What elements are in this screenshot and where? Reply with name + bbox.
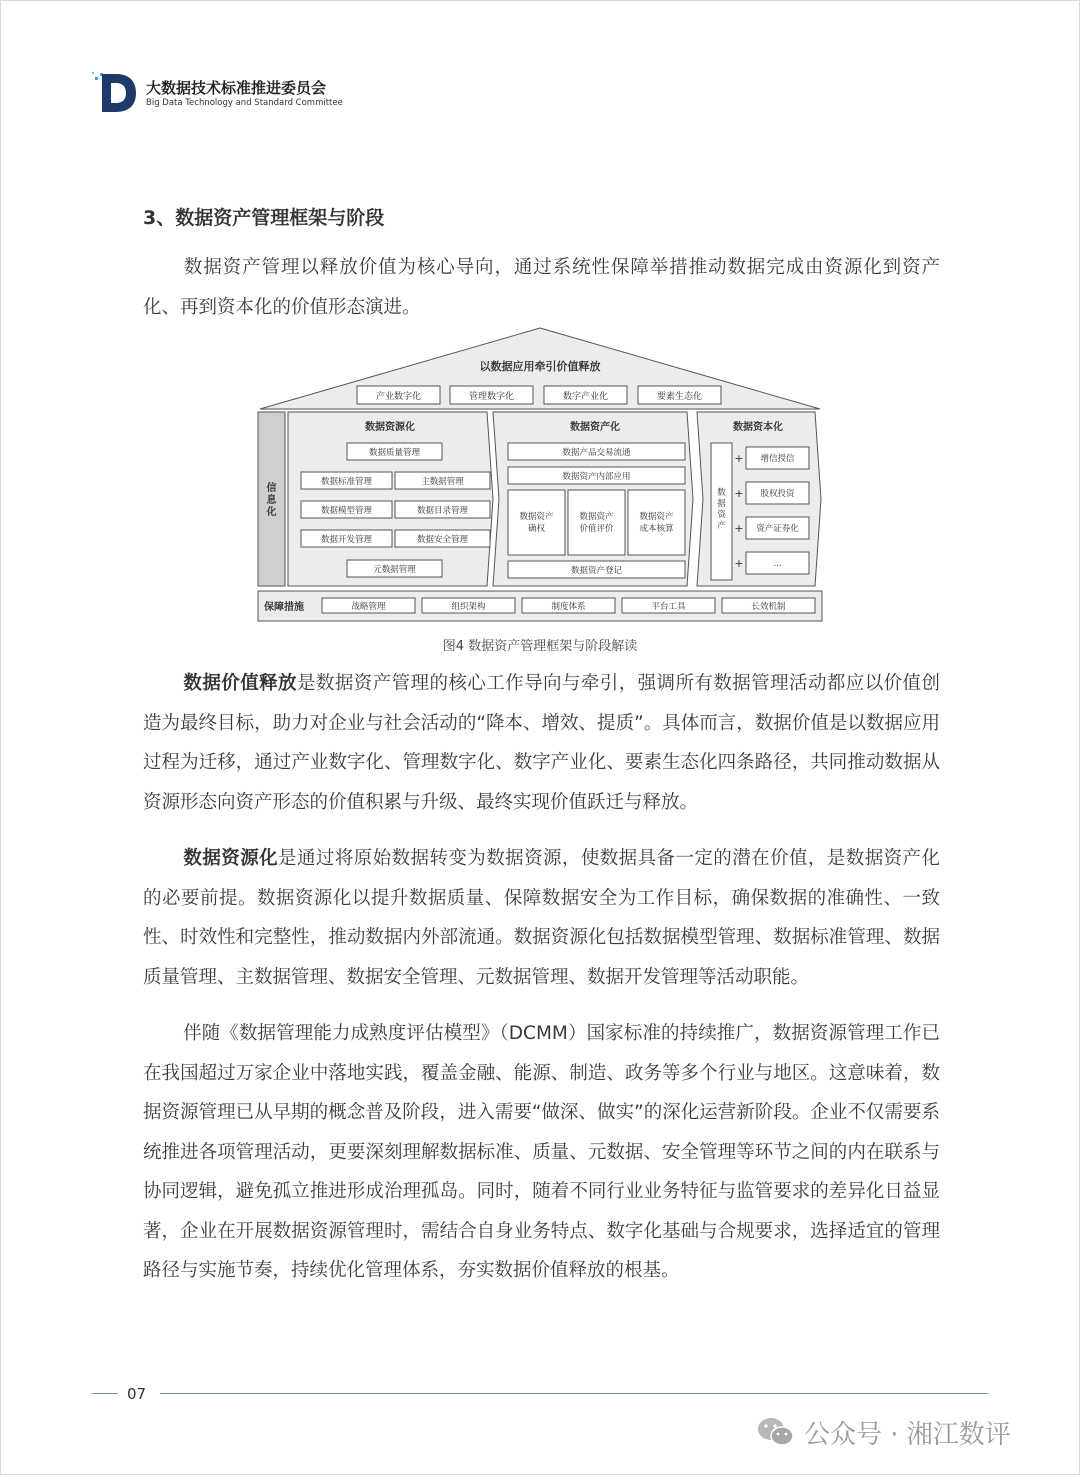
asset-box	[508, 490, 565, 555]
section-title: 3、数据资产管理框架与阶段	[143, 207, 385, 229]
capital-asset-label: 据	[717, 499, 726, 509]
figure-caption: 图4 数据资产管理框架与阶段解读	[442, 639, 638, 654]
resource-item: 数据开发管理	[320, 535, 373, 545]
capital-title: 数据资本化	[733, 422, 783, 433]
asset-item: 价值评价	[579, 524, 614, 534]
resource-item: 主数据管理	[421, 477, 464, 487]
capital-item: ...	[773, 559, 782, 569]
informatization-label: 化	[266, 507, 277, 518]
plus-icon: +	[734, 557, 744, 570]
watermark-text: 公众号 · 湘江数评	[804, 1419, 1011, 1450]
committee-logo	[92, 68, 140, 114]
asset-box	[568, 490, 625, 555]
capital-asset-label: 数	[717, 488, 726, 498]
guarantee-label: 保障措施	[264, 602, 304, 613]
roof-item: 数字产业化	[562, 392, 609, 402]
roof-title: 以数据应用牵引价值释放	[479, 360, 601, 373]
roof-item: 要素生态化	[656, 392, 703, 402]
capital-asset-label: 产	[717, 521, 726, 531]
resource-item: 数据标准管理	[320, 477, 373, 487]
resource-item: 元数据管理	[373, 565, 416, 575]
paragraph-dcmm	[143, 1014, 940, 1291]
resource-item: 数据目录管理	[416, 506, 469, 516]
resource-item: 数据质量管理	[368, 448, 421, 458]
footer-rule-right	[160, 1393, 988, 1394]
intro-text: 数据资产管理以释放价值为核心导向，通过系统性保障举措推动数据完成由资源化到资产化、再到资本化的价值形态演进。	[143, 257, 940, 318]
informatization-label: 息	[266, 495, 277, 506]
term-value-release: 数据价值释放	[183, 673, 297, 694]
org-name: 大数据技术标准推进委员会	[146, 79, 327, 97]
paragraph-resourcization	[143, 839, 940, 997]
asset-item: 数据产品交易流通	[562, 448, 631, 458]
plus-icon: +	[734, 487, 744, 500]
watermark	[756, 1412, 1011, 1452]
plus-icon: +	[734, 452, 744, 465]
paragraph-text: 伴随《数据管理能力成熟度评估模型》（DCMM）国家标准的持续推广，数据资源管理工作已在我国超过万家企业中落地实践，覆盖金融、能源、制造、政务等多个行业与地区。这意味着，数据资源管理已从早期的概念普及阶段，进入需要“做深、做实”的深化运营新阶段。企业不仅需要系统推进各项管理活动，更要深刻理解数据标准、质量、元数据、安全管理等环节之间的内在联系与协同逻辑，避免孤立推进形成治理孤岛。同时，随着不同行业业务特征与监管要求的差异化日益显著，企业在开展数据资源管理时，需结合自身业务特点、数字化基础与合规要求，选择适宜的管理路径与实施节奏，持续优化管理体系，夯实数据价值释放的根基。	[143, 1023, 940, 1281]
asset-item: 数据资产	[579, 512, 614, 522]
paragraph-text: 是数据资产管理的核心工作导向与牵引，强调所有数据管理活动都应以价值创造为最终目标，助力对企业与社会活动的“降本、增效、提质”。具体而言，数据价值是以数据应用过程为迁移，通过产业数字化、管理数字化、数字产业化、要素生态化四条路径，共同推动数据从资源形态向资产形态的价值积累与升级、最终实现价值跃迁与释放。	[143, 673, 940, 813]
asset-item: 数据资产登记	[570, 566, 623, 576]
guarantee-item: 长效机制	[751, 602, 786, 612]
intro-paragraph	[143, 248, 940, 327]
asset-item: 确权	[527, 524, 546, 534]
capital-item: 增信授信	[760, 454, 795, 464]
resource-item: 数据模型管理	[320, 506, 373, 516]
asset-item: 数据资产内部应用	[562, 472, 631, 482]
asset-box	[628, 490, 685, 555]
guarantee-item: 制度体系	[551, 602, 586, 612]
asset-item: 成本核算	[639, 524, 674, 534]
paragraph-text: 是通过将原始数据转变为数据资源，使数据具备一定的潜在价值，是数据资产化的必要前提。数据资源化以提升数据质量、保障数据安全为工作目标，确保数据的准确性、一致性、时效性和完整性，推动数据内外部流通。数据资源化包括数据模型管理、数据标准管理、数据质量管理、主数据管理、数据安全管理、元数据管理、数据开发管理等活动职能。	[143, 848, 940, 988]
capital-asset-label: 资	[717, 510, 726, 520]
guarantee-item: 平台工具	[651, 602, 686, 612]
resource-title: 数据资源化	[365, 422, 415, 433]
framework-diagram	[255, 325, 825, 625]
org-name-en: Big Data Technology and Standard Committee	[146, 98, 343, 108]
guarantee-item: 战略管理	[351, 602, 386, 612]
page-number: 07	[127, 1385, 147, 1403]
term-resourcization: 数据资源化	[183, 848, 279, 869]
capital-item: 资产证券化	[756, 524, 799, 534]
asset-item: 数据资产	[519, 512, 554, 522]
informatization-label: 信	[266, 483, 277, 494]
capital-item: 股权投资	[760, 489, 795, 499]
asset-item: 数据资产	[639, 512, 674, 522]
wechat-icon	[756, 1416, 796, 1448]
paragraph-value-release	[143, 664, 940, 822]
asset-title: 数据资产化	[570, 422, 620, 433]
roof-item: 管理数字化	[468, 392, 515, 402]
roof-item: 产业数字化	[375, 392, 422, 402]
footer-rule-left	[92, 1393, 118, 1394]
resource-item: 数据安全管理	[416, 535, 469, 545]
plus-icon: +	[734, 522, 744, 535]
guarantee-item: 组织架构	[451, 602, 486, 612]
